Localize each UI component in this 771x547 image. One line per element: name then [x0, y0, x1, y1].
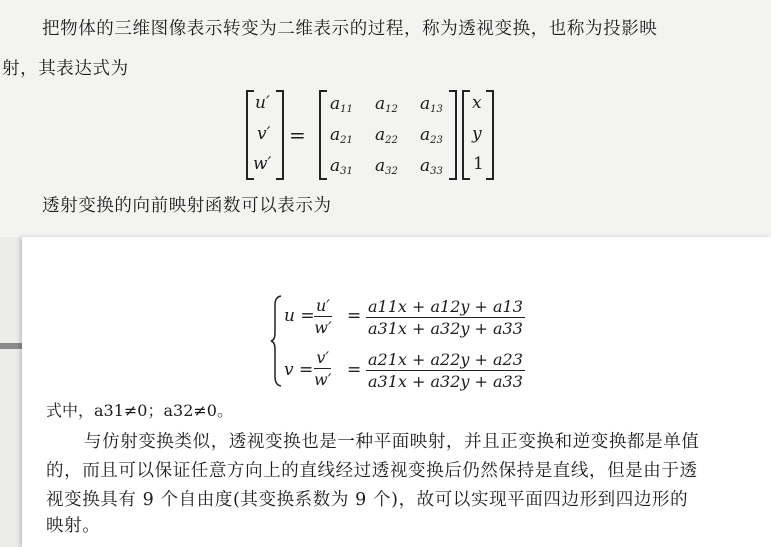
left-brace [270, 295, 282, 387]
u-denominator: w′ [314, 318, 332, 337]
rhs-x: x [472, 93, 482, 113]
forward-map-heading: 透射变换的向前映射函数可以表示为 [42, 196, 332, 216]
lhs-u: u′ [255, 93, 270, 113]
paragraph-line-2: 的，而且可以保证任意方向上的直线经过透视变换后仍然保持是直线，但是由于透 [46, 461, 698, 481]
u-fraction [314, 296, 332, 337]
paragraph-line-3: 视变换具有 9 个自由度(其变换系数为 9 个)，故可以实现平面四边形到四边形的 [46, 490, 689, 510]
a31: $a_{31}$ [330, 156, 353, 177]
a12: $a_{12}$ [375, 94, 398, 115]
a32: $a_{32}$ [375, 156, 398, 177]
a13: $a_{13}$ [420, 94, 443, 115]
a23: $a_{23}$ [420, 125, 443, 146]
edge-marker [0, 343, 22, 349]
a33: $a_{33}$ [420, 156, 443, 177]
lhs-vector [246, 90, 284, 180]
lhs-w: w′ [253, 154, 272, 174]
v-rhs-fraction [366, 350, 525, 391]
rhs-vector [462, 90, 494, 180]
a22: $a_{22}$ [375, 125, 398, 146]
equals-sign: = [289, 123, 306, 147]
paragraph-line-4: 映射。 [46, 516, 101, 536]
v-denominator: w′ [314, 370, 332, 389]
a21: $a_{21}$ [330, 125, 353, 146]
paragraph-line-1: 与仿射变换类似，透视变换也是一种平面映射，并且正变换和逆变换都是单值 [84, 432, 700, 452]
v-numerator: v′ [314, 348, 331, 369]
v-label: v = [284, 360, 314, 380]
condition-text: 式中，a31≠0；a32≠0。 [46, 401, 233, 420]
u-rhs-numerator: a11x + a12y + a13 [368, 297, 523, 316]
v-rhs-numerator: a21x + a22y + a23 [368, 350, 523, 369]
a11: $a_{11}$ [330, 94, 353, 115]
u-numerator: u′ [316, 296, 330, 315]
v-rhs-denominator: a31x + a32y + a33 [368, 372, 523, 391]
u-rhs-fraction [366, 297, 525, 338]
u-label: u = [284, 306, 315, 326]
u-rhs-denominator: a31x + a32y + a33 [368, 319, 523, 338]
intro-line-2: 射，其表达式为 [2, 59, 129, 79]
rhs-y: y [472, 124, 482, 144]
coefficient-matrix [319, 90, 457, 180]
rhs-one: 1 [473, 154, 484, 174]
intro-line-1: 把物体的三维图像表示转变为二维表示的过程，称为透视变换，也称为投影映 [42, 19, 658, 39]
v-equals: = [347, 360, 362, 380]
u-equals: = [347, 306, 362, 326]
lhs-v: v′ [257, 124, 271, 144]
v-fraction [314, 348, 331, 389]
